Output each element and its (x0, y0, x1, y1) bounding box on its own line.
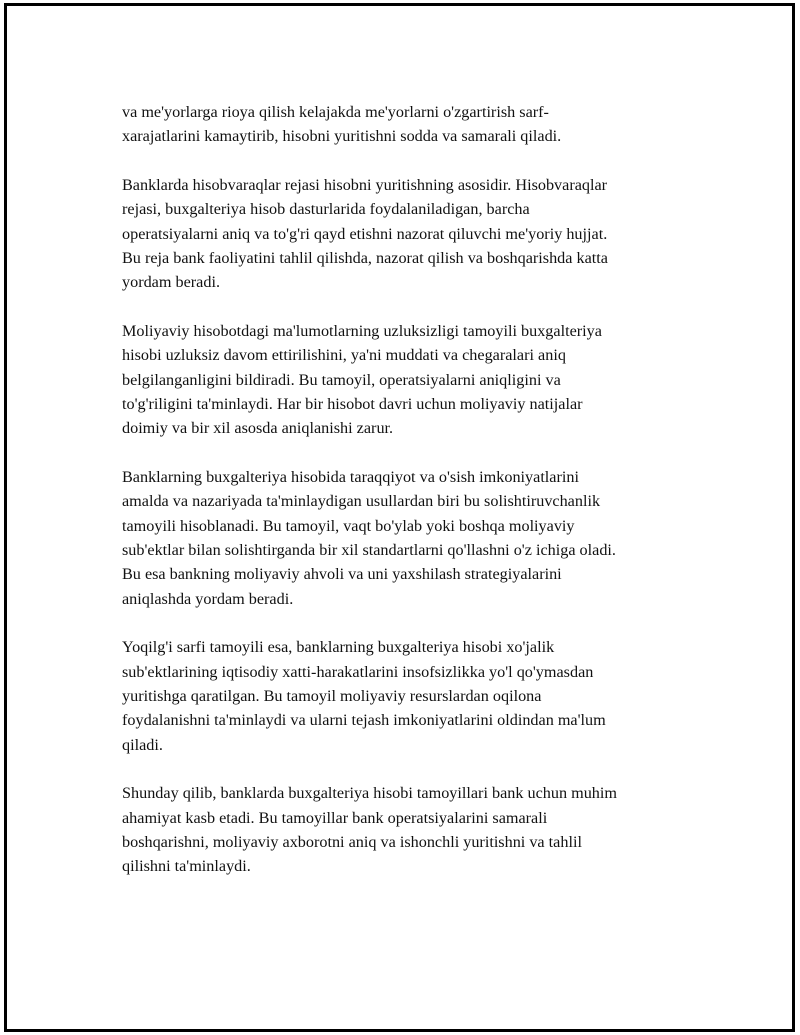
paragraph-2: Banklarda hisobvaraqlar rejasi hisobni yuritishning asosidir. Hisobvaraqlar rejasi, buxgalteriya hisob dasturlarida foydalaniladigan, barcha operatsiyalarni aniq va to'g'ri qayd etishni nazorat qiluvchi me'yoriy hujjat. Bu reja bank faoliyatini tahlil qilishda, nazorat qilish va boshqarishda katta yordam beradi. (122, 176, 608, 292)
paragraph-6: Shunday qilib, banklarda buxgalteriya hisobi tamoyillari bank uchun muhim ahamiyat kasb etadi. Bu tamoyillar bank operatsiyalarini samarali boshqarishni, moliyaviy axborotni aniq va ishonchli yuritishni va tahlil qilishni ta'minlaydi. (122, 784, 617, 876)
paragraph-1: va me'yorlarga rioya qilish kelajakda me'yorlarni o'zgartirish sarf- xarajatlarini kamaytirib, hisobni yuritishni sodda va samarali qiladi. (122, 103, 562, 146)
paragraph-3: Moliyaviy hisobotdagi ma'lumotlarning uzluksizligi tamoyili buxgalteriya hisobi uzluksiz davom ettirilishini, ya'ni muddati va chegaralari aniq belgilanganligini bildiradi. Bu tamoyil, operatsiyalarni aniqligini va to'g'riligini ta'minlaydi. Har bir hisobot davri uchun moliyaviy natijalar doimiy va bir xil asosda aniqlanishi zarur. (122, 322, 602, 438)
paragraph-4: Banklarning buxgalteriya hisobida taraqqiyot va o'sish imkoniyatlarini amalda va nazariyada ta'minlaydigan usullardan biri bu solishtiruvchanlik tamoyili hisoblanadi. Bu tamoyil, vaqt bo'ylab yoki boshqa moliyaviy sub'ektlar bilan solishtirganda bir xil standartlarni qo'llashni o'z ichiga oladi. Bu esa bankning moliyaviy ahvoli va uni yaxshilash strategiyalarini aniqlashda yordam beradi. (122, 468, 616, 608)
document-body (122, 100, 702, 903)
page-frame (4, 3, 795, 1032)
paragraph-5: Yoqilg'i sarfi tamoyili esa, banklarning buxgalteriya hisobi xo'jalik sub'ektlarining iqtisodiy xatti-harakatlarini insofsizlikka yo'l qo'ymasdan yuritishga qaratilgan. Bu tamoyil moliyaviy resurslardan oqilona foydalanishni ta'minlaydi va ularni tejash imkoniyatlarini oldindan ma'lum qiladi. (122, 638, 606, 754)
